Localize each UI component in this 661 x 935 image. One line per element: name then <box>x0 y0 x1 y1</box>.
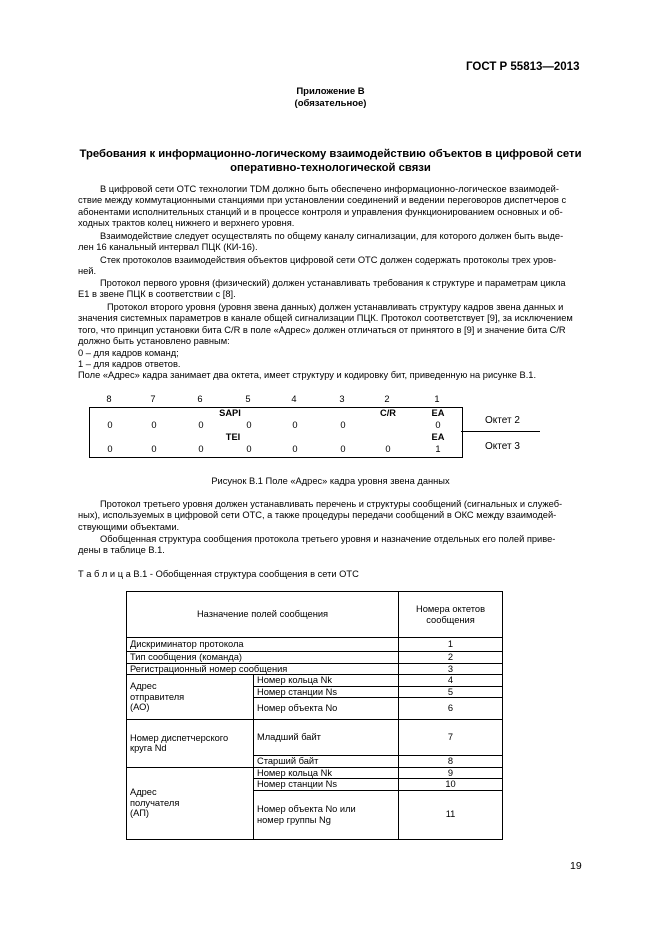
field-cell: Номер кольца Nk <box>254 767 399 779</box>
paragraph-line: Протокол второго уровня (уровня звена данных) должен устанавливать структуру кадров звена данных и <box>107 302 564 312</box>
paragraph-line: ных), используемых в цифровой сети ОТС, а также процедуры передачи сообщений в ОКС между взаимодей- <box>78 510 557 521</box>
paragraph-line: лен 16 канальный интервал ПЦК (КИ-16). <box>78 242 258 253</box>
paragraph-line: Взаимодействие следует осуществлять по общему каналу сигнализации, для которого должен быть выде- <box>100 231 564 241</box>
bit-value: 0 <box>246 420 252 430</box>
paragraph: Поле «Адрес» кадра занимает два октета, имеет структуру и кодировку бит, приведенную на рисунке В.1. <box>78 370 537 380</box>
table-caption: Т а б л и ц а В.1 - Обобщенная структура сообщения в сети ОТС <box>78 569 359 579</box>
paragraph-line: дены в таблице В.1. <box>78 545 165 556</box>
paragraph-line: ствие между коммутационными станциями при установлении соединений и ведении переговоров диспетчеров с <box>78 195 567 206</box>
header-cell: Номера октетов сообщения <box>399 592 503 638</box>
octet-cell: 6 <box>399 698 503 720</box>
table-row <box>127 663 503 675</box>
paragraph <box>78 499 582 533</box>
octet-cell: 4 <box>399 675 503 687</box>
paragraph-line: ходных трактов колец нижнего и верхнего уровня. <box>78 218 295 229</box>
field-cell: Младший байт <box>254 720 399 756</box>
paragraph-line: Е1 в звене ПЦК в соответствии с [8]. <box>78 289 236 300</box>
field-cell: Регистрационный номер сообщения <box>127 663 399 675</box>
header-cell: Назначение полей сообщения <box>127 592 399 638</box>
octet-cell: 7 <box>399 720 503 756</box>
annex-title: Приложение В <box>296 86 365 97</box>
section-title-line: оперативно-технологической связи <box>230 161 431 174</box>
octet-divider <box>461 431 540 432</box>
paragraph-line: Стек протоколов взаимодействия объектов цифровой сети ОТС должен содержать протоколы трех уров- <box>100 255 557 265</box>
bit-number: 8 <box>106 394 112 404</box>
field-cell: Номер станции Ns <box>254 686 399 698</box>
tei-label: TEI <box>225 432 241 442</box>
bit-value: 0 <box>151 444 157 454</box>
paragraph-line: ствующими объектами. <box>78 521 180 532</box>
cr-label: C/R <box>379 408 396 418</box>
field-cell: Номер кольца Nk <box>254 675 399 687</box>
bit-value: 0 <box>340 420 346 430</box>
field-cell: Тип сообщения (команда) <box>127 652 399 664</box>
bit-value: 0 <box>107 444 113 454</box>
document-code: ГОСТ Р 55813—2013 <box>466 61 580 73</box>
list-item: 0 – для кадров команд; <box>78 348 179 358</box>
paragraph <box>78 534 582 557</box>
paragraph-line: должно быть установлено равным: <box>78 336 230 347</box>
table-row <box>127 638 503 652</box>
paragraph-line: В цифровой сети ОТС технологии TDM должно быть обеспечено информационно-логическое взаимодей- <box>100 184 559 194</box>
paragraph <box>78 302 582 348</box>
octet-cell: 9 <box>399 767 503 779</box>
bit-number: 1 <box>434 394 440 404</box>
field-cell: Старший байт <box>254 756 399 768</box>
field-cell: Номер станции Ns <box>254 779 399 791</box>
section-title <box>60 148 601 175</box>
group-cell: Адрес отправителя (АО) <box>127 675 254 720</box>
table-header-row <box>127 592 503 638</box>
bit-value: 0 <box>340 444 346 454</box>
table-row <box>127 652 503 664</box>
bit-number: 5 <box>245 394 251 404</box>
paragraph-line: Протокол третьего уровня должен устанавливать перечень и структуры сообщений (сигнальных и служеб- <box>100 499 563 509</box>
bit-value: 0 <box>292 444 298 454</box>
figure-caption: Рисунок В.1 Поле «Адрес» кадра уровня звена данных <box>211 476 450 486</box>
bit-value: 0 <box>198 420 204 430</box>
paragraph-line: Протокол первого уровня (физический) должен устанавливать требования к структуре и параметрам цикла <box>100 278 566 288</box>
table-row <box>127 720 503 756</box>
octet-cell: 11 <box>399 790 503 839</box>
bit-value: 0 <box>198 444 204 454</box>
paragraph-line: абонентами исполнительных станций и в процессе контроля и управления функционированием основных и об- <box>78 206 563 217</box>
field-cell: Дискриминатор протокола <box>127 638 399 652</box>
paragraph-line: ней. <box>78 266 97 277</box>
octet-cell: 2 <box>399 652 503 664</box>
ea-label: EA <box>431 408 445 418</box>
paragraph <box>78 184 582 230</box>
octet-label: Октет 2 <box>485 415 520 426</box>
paragraph-line: Обобщенная структура сообщения протокола третьего уровня и назначение отдельных его полей приве- <box>100 534 556 544</box>
bit-number: 2 <box>384 394 390 404</box>
page-number: 19 <box>570 860 582 872</box>
octet-cell: 3 <box>399 663 503 675</box>
bit-value: 0 <box>246 444 252 454</box>
bit-number: 7 <box>150 394 156 404</box>
octet-cell: 5 <box>399 686 503 698</box>
bit-value: 1 <box>435 444 441 454</box>
paragraph-line: значения системных параметров в канале общей сигнализации ПЦК. Протокол соответствует [9], за исключением <box>78 313 573 324</box>
paragraph <box>78 231 582 254</box>
paragraph <box>78 255 582 278</box>
group-cell: Адрес получателя (АП) <box>127 767 254 839</box>
section-title-line: Требования к информационно-логическому взаимодействию объектов в цифровой сети <box>79 148 582 160</box>
bit-value: 0 <box>151 420 157 430</box>
table-row <box>127 767 503 779</box>
table-row <box>127 675 503 687</box>
bit-value: 0 <box>435 420 441 430</box>
address-field-figure <box>89 394 540 462</box>
message-structure-table <box>126 591 503 840</box>
address-field-box <box>89 407 463 458</box>
sapi-label: SAPI <box>219 408 241 418</box>
octet-cell: 8 <box>399 756 503 768</box>
paragraph-line: того, что принцип установки бита C/R в поле «Адрес» должен отличаться от принятого в [9] и значение бита C/R <box>78 324 566 335</box>
octet-cell: 10 <box>399 779 503 791</box>
field-cell: Номер объекта No или номер группы Ng <box>254 790 399 839</box>
octet-cell: 1 <box>399 638 503 652</box>
bit-number: 6 <box>197 394 203 404</box>
bit-value: 0 <box>385 444 391 454</box>
bit-number: 3 <box>339 394 345 404</box>
annex-status: (обязательное) <box>294 98 367 109</box>
octet-label: Октет 3 <box>485 441 520 452</box>
bit-value: 0 <box>292 420 298 430</box>
ea-label: EA <box>431 432 445 442</box>
field-cell: Номер объекта No <box>254 698 399 720</box>
bit-value: 0 <box>107 420 113 430</box>
bit-number: 4 <box>291 394 297 404</box>
group-cell: Номер диспетчерского круга Nd <box>127 720 254 768</box>
paragraph <box>78 278 582 301</box>
list-item: 1 – для кадров ответов. <box>78 359 181 369</box>
